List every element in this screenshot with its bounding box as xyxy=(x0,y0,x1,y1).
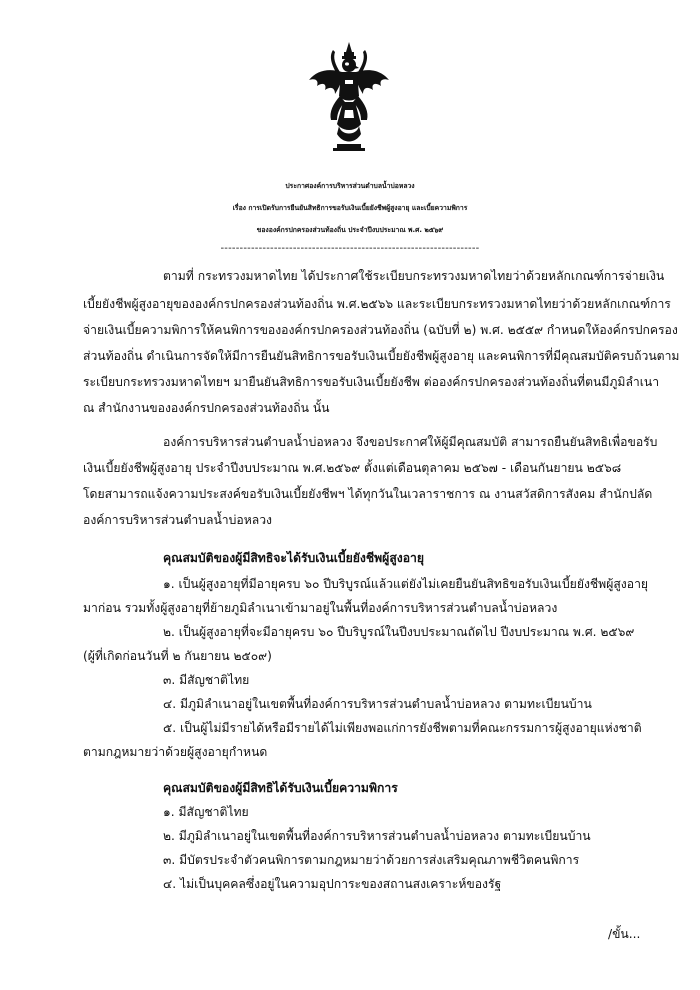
garuda-emblem-icon xyxy=(307,40,391,154)
elderly-qualification-line: ๑. เป็นผู้สูงอายุที่มีอายุครบ ๖๐ ปีบริบูรณ์แล้วแต่ยังไม่เคยยืนยันสิทธิขอรับเงินเบี้ยยังชีพผู้สูงอายุ xyxy=(163,577,649,591)
disability-qualification-line: ๒. มีภูมิลำเนาอยู่ในเขตพื้นที่องค์การบริหารส่วนตำบลน้ำบ่อหลวง ตามทะเบียนบ้าน xyxy=(163,829,591,843)
elderly-qualification-line: ๕. เป็นผู้ไม่มีรายได้หรือมีรายได้ไม่เพียงพอแก่การยังชีพตามที่คณะกรรมการผู้สูงอายุแห่งชาติ xyxy=(163,721,642,735)
paragraph-1-line: ณ สำนักงานขององค์กรปกครองส่วนท้องถิ่น นั้น xyxy=(83,401,330,415)
elderly-qualification-line: มาก่อน รวมทั้งผู้สูงอายุที่ย้ายภูมิลำเนาเข้ามาอยู่ในพื้นที่องค์การบริหารส่วนตำบลน้ำบ่อหลวง xyxy=(83,601,558,615)
disability-qualification-line: ๑. มีสัญชาติไทย xyxy=(163,805,249,819)
announcement-subject: เรื่อง การเปิดรับการยืนยันสิทธิการขอรับเงินเบี้ยยังชีพผู้สูงอายุ และเบี้ยความพิการ xyxy=(232,204,468,212)
disability-qualification-line: ๔. ไม่เป็นบุคคลซึ่งอยู่ในความอุปการะของสถานสงเคราะห์ของรัฐ xyxy=(163,877,502,891)
announcement-title: ประกาศองค์การบริหารส่วนตำบลน้ำบ่อหลวง xyxy=(285,182,415,190)
paragraph-1-line: ตามที่ กระทรวงมหาดไทย ได้ประกาศใช้ระเบียบกระทรวงมหาดไทยว่าด้วยหลักเกณฑ์การจ่ายเงิน xyxy=(163,269,665,283)
elderly-qualification-line: ๓. มีสัญชาติไทย xyxy=(163,673,250,687)
paragraph-1-line: จ่ายเงินเบี้ยความพิการให้คนพิการขององค์กรปกครองส่วนท้องถิ่น (ฉบับที่ ๒) พ.ศ. ๒๕๕๙ กำหนดให้องค์กรปกครอง xyxy=(83,323,678,337)
elderly-qualifications-heading: คุณสมบัติของผู้มีสิทธิจะได้รับเงินเบี้ยยังชีพผู้สูงอายุ xyxy=(163,551,425,565)
announcement-fiscal-year: ขององค์กรปกครองส่วนท้องถิ่น ประจำปีงบประมาณ พ.ศ. ๒๕๖๙ xyxy=(256,226,444,234)
header-separator: -------------------------------------------------------------------- xyxy=(220,243,480,254)
elderly-qualification-line: ๒. เป็นผู้สูงอายุที่จะมีอายุครบ ๖๐ ปีบริบูรณ์ในปีงบประมาณถัดไป ปีงบประมาณ พ.ศ. ๒๕๖๙ xyxy=(163,625,635,639)
elderly-qualification-line: ๔. มีภูมิลำเนาอยู่ในเขตพื้นที่องค์การบริหารส่วนตำบลน้ำบ่อหลวง ตามทะเบียนบ้าน xyxy=(163,697,592,711)
paragraph-2-line: เงินเบี้ยยังชีพผู้สูงอายุ ประจำปีงบประมาณ พ.ศ.๒๕๖๙ ตั้งแต่เดือนตุลาคม ๒๕๖๗ - เดือนกันยายน ๒๕๖๘ xyxy=(83,461,622,475)
disability-qualification-line: ๓. มีบัตรประจำตัวคนพิการตามกฎหมายว่าด้วยการส่งเสริมคุณภาพชีวิตคนพิการ xyxy=(163,853,580,867)
disability-qualifications-heading: คุณสมบัติของผู้มีสิทธิได้รับเงินเบี้ยความพิการ xyxy=(163,781,398,795)
continuation-marker: /ขั้น... xyxy=(608,927,641,941)
paragraph-1-line: ระเบียบกระทรวงมหาดไทยฯ มายืนยันสิทธิการขอรับเงินเบี้ยยังชีพ ต่อองค์กรปกครองส่วนท้องถิ่นที่ตนมีภูมิลำเนา xyxy=(83,375,660,389)
paragraph-1-line: เบี้ยยังชีพผู้สูงอายุขององค์กรปกครองส่วนท้องถิ่น พ.ศ.๒๕๖๖ และระเบียบกระทรวงมหาดไทยว่าด้วยหลักเกณฑ์การ xyxy=(83,297,671,311)
paragraph-2-line: โดยสามารถแจ้งความประสงค์ขอรับเงินเบี้ยยังชีพฯ ได้ทุกวันในเวลาราชการ ณ งานสวัสดิการสังคม สำนักปลัด xyxy=(83,487,653,501)
elderly-qualification-line: (ผู้ที่เกิดก่อนวันที่ ๒ กันยายน ๒๕๐๙) xyxy=(83,649,272,663)
elderly-qualification-line: ตามกฎหมายว่าด้วยผู้สูงอายุกำหนด xyxy=(83,745,268,759)
paragraph-2-line: องค์การบริหารส่วนตำบลน้ำบ่อหลวง xyxy=(83,513,273,527)
paragraph-2-line: องค์การบริหารส่วนตำบลน้ำบ่อหลวง จึงขอประกาศให้ผู้มีคุณสมบัติ สามารถยืนยันสิทธิเพื่อขอรับ xyxy=(163,435,658,449)
paragraph-1-line: ส่วนท้องถิ่น ดำเนินการจัดให้มีการยืนยันสิทธิการขอรับเงินเบี้ยยังชีพผู้สูงอายุ และคนพิการที่มีคุณสมบัติครบถ้วนตาม xyxy=(83,349,680,363)
